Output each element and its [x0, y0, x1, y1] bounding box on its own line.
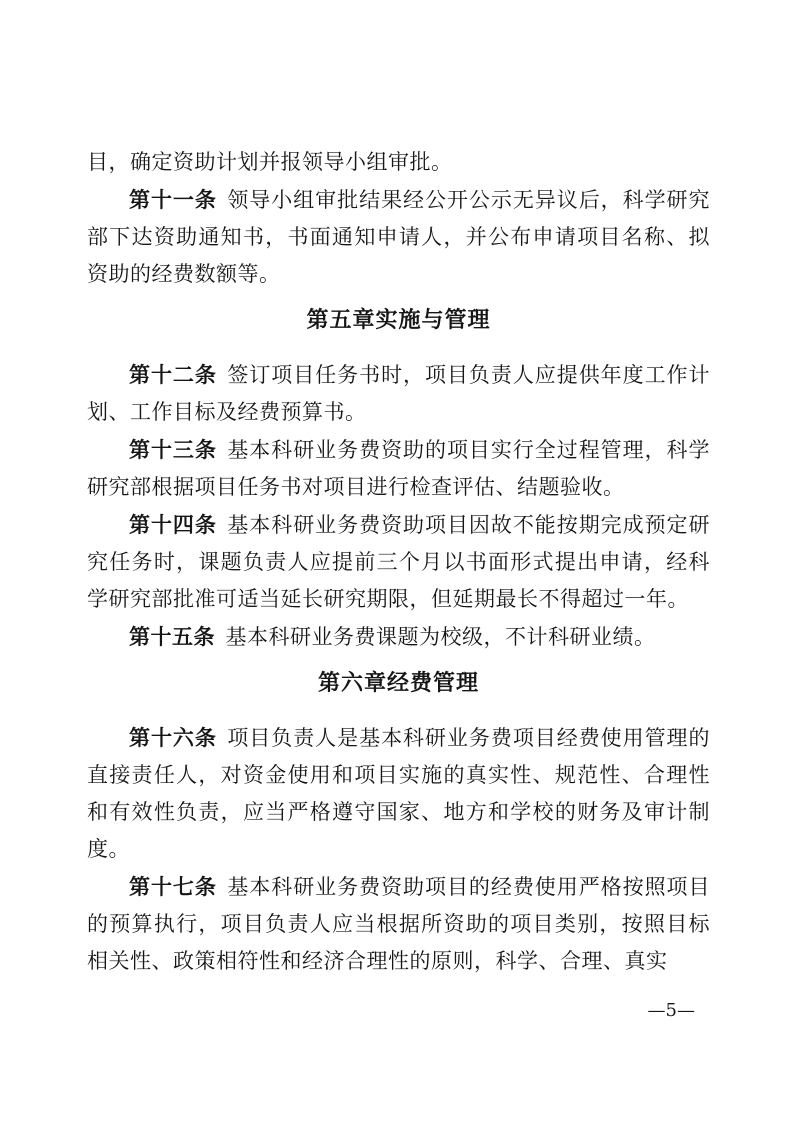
- article-14-paragraph: [87, 506, 710, 618]
- article-12-text: 签订项目任务书时，项目负责人应提供年度工作计划、工作目标及经费预算书。: [87, 363, 711, 424]
- article-12-number: 第十二条: [129, 362, 217, 387]
- article-17-paragraph: [87, 868, 710, 980]
- article-13-text: 基本科研业务费资助的项目实行全过程管理，科学研究部根据项目任务书对项目进行检查评估、结题验收。: [87, 438, 711, 499]
- article-11-paragraph: [87, 181, 710, 293]
- article-16-paragraph: [87, 719, 710, 868]
- page-number: —5—: [647, 1000, 695, 1021]
- document-body: [87, 144, 710, 980]
- article-15-text: 基本科研业务费课题为校级，不计科研业绩。: [225, 625, 656, 649]
- article-11-number: 第十一条: [129, 187, 217, 212]
- article-14-text: 基本科研业务费资助项目因故不能按期完成预定研究任务时，课题负责人应提前三个月以书面形式提出申请，经科学研究部批准可适当延长研究期限，但延期最长不得超过一年。: [87, 513, 711, 611]
- chapter-6-heading: 第六章经费管理: [317, 671, 479, 696]
- chapter-5-heading: 第五章实施与管理: [306, 308, 491, 333]
- article-17-number: 第十七条: [129, 874, 217, 899]
- paragraph-continuation: 目，确定资助计划并报领导小组审批。: [87, 150, 453, 174]
- article-11-text: 领导小组审批结果经公开公示无异议后，科学研究部下达资助通知书，书面通知申请人，并公布申请项目名称、拟资助的经费数额等。: [87, 188, 711, 286]
- article-16-number: 第十六条: [129, 725, 217, 750]
- article-15-number: 第十五条: [129, 624, 215, 649]
- article-13-paragraph: [87, 431, 710, 506]
- article-17-text: 基本科研业务费资助项目的经费使用严格按照项目的预算执行，项目负责人应当根据所资助的项目类别，按照目标相关性、政策相符性和经济合理性的原则，科学、合理、真实: [87, 875, 711, 973]
- article-15-paragraph: [87, 618, 710, 656]
- article-12-paragraph: [87, 356, 710, 431]
- article-16-text: 项目负责人是基本科研业务费项目经费使用管理的直接责任人，对资金使用和项目实施的真实性、规范性、合理性和有效性负责，应当严格遵守国家、地方和学校的财务及审计制度。: [87, 726, 711, 861]
- article-14-number: 第十四条: [129, 512, 217, 537]
- article-13-number: 第十三条: [129, 437, 217, 462]
